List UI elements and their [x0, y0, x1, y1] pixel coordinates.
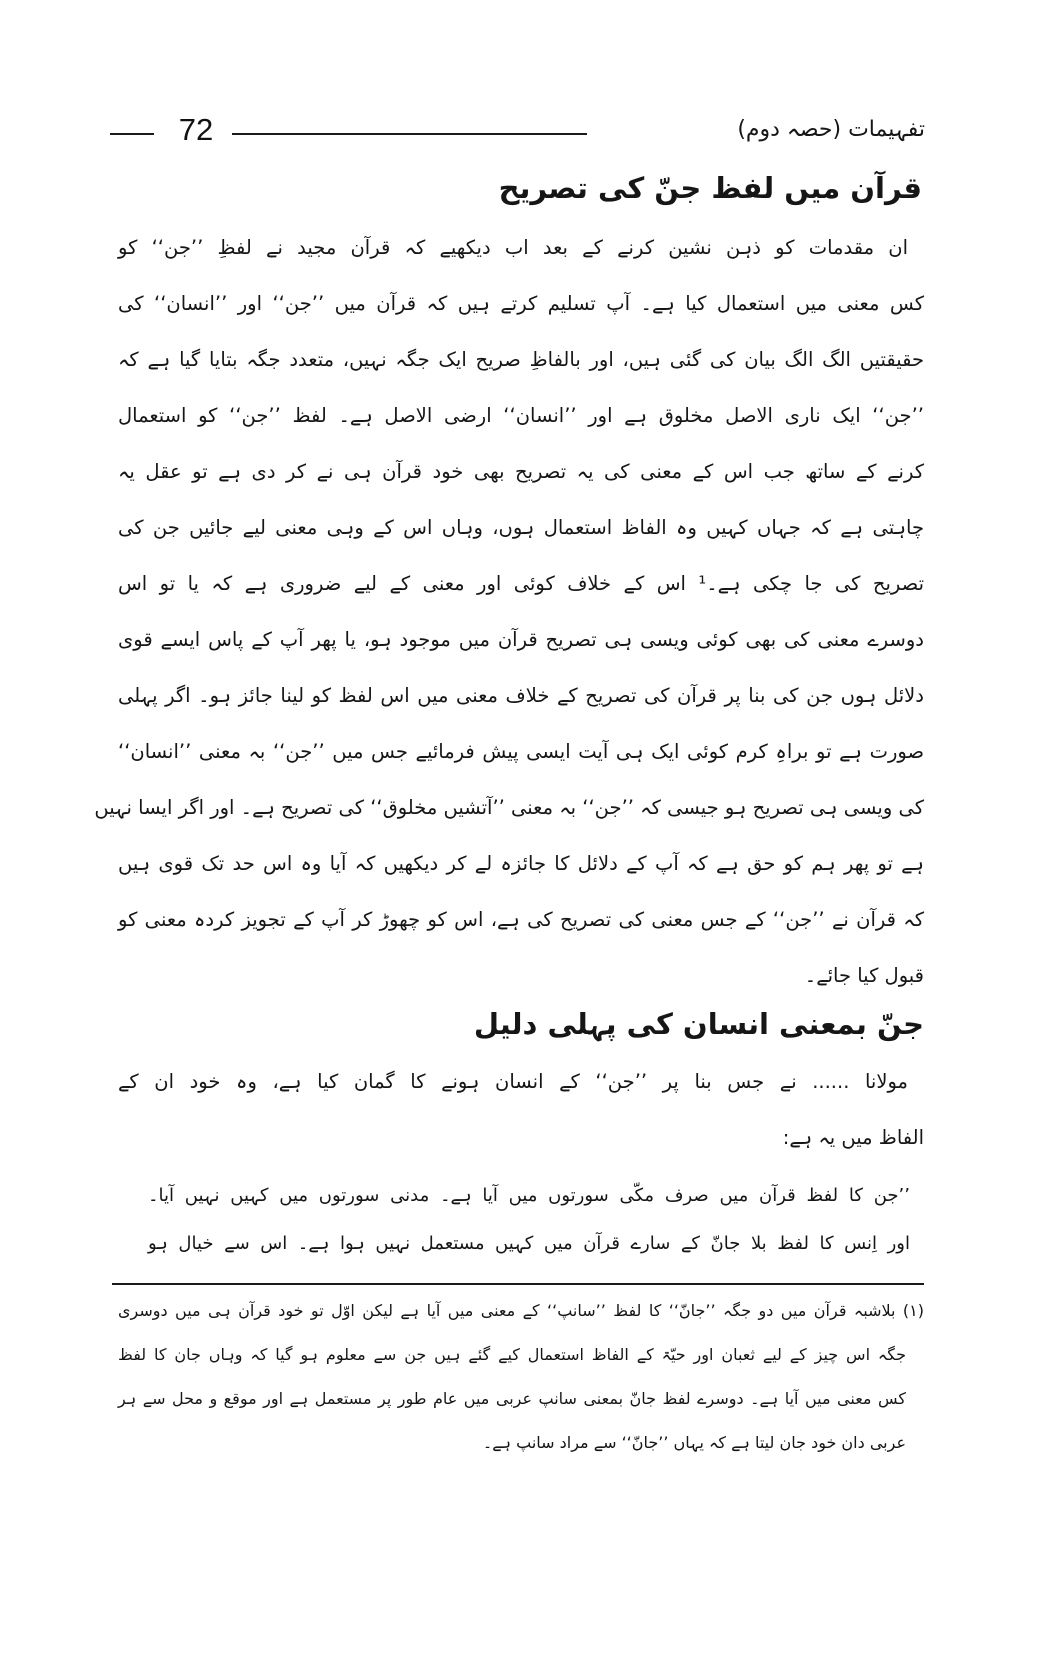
paragraph-line: الفاظ میں یہ ہے:: [782, 1126, 924, 1149]
book-title: تفہیمات (حصہ دوم): [737, 117, 925, 142]
footnote-rule: [112, 1283, 924, 1285]
paragraph-line: چاہتی ہے کہ جہاں کہیں وہ الفاظ استعمال ہوں، وہاں اس کے وہی معنی لیے جائیں جن کی: [118, 516, 924, 539]
paragraph-line: کی ویسی ہی تصریح ہو جیسی کہ ’’جن‘‘ بہ معنی ’’آتشیں مخلوق‘‘ کی تصریح ہے۔ اور اگر ایسا نہیں: [94, 796, 924, 819]
footnote-line: (۱) بلاشبہ قرآن میں دو جگہ ’’جانّ‘‘ کا لفظ ’’سانپ‘‘ کے معنی میں آیا ہے لیکن اوّل تو خود قرآن ہی میں دوسری: [118, 1301, 924, 1320]
section-heading-2: جنّ بمعنی انسان کی پہلی دلیل: [473, 1007, 924, 1041]
footnote-line: جگہ اس چیز کے لیے ثعبان اور حیّۃ کے الفاظ استعمال کیے گئے ہیں جن سے معلوم ہو گیا کہ وہاں جان کا لفظ: [118, 1345, 906, 1364]
paragraph-line: ان مقدمات کو ذہن نشین کرنے کے بعد اب دیکھیے کہ قرآن مجید نے لفظِ ’’جن‘‘ کو: [118, 236, 908, 259]
footnote-line: عربی دان خود جان لیتا ہے کہ یہاں ’’جانّ‘‘ سے مراد سانپ ہے۔: [482, 1433, 906, 1452]
paragraph-line: کرنے کے ساتھ جب اس کے معنی کی یہ تصریح بھی خود قرآن ہی نے کر دی ہے تو عقل یہ: [118, 460, 924, 483]
page-header: [110, 108, 925, 152]
paragraph-line: دلائل ہوں جن کی بنا پر قرآن کی تصریح کے خلاف معنی میں اس لفظ کو لینا جائز ہو۔ اگر پہلی: [118, 684, 924, 707]
header-rule-left: [110, 133, 154, 135]
paragraph-line: صورت ہے تو براہِ کرم کوئی ایک ہی آیت ایسی پیش فرمائیے جس میں ’’جن‘‘ بہ معنی ’’انسان‘‘: [118, 740, 924, 763]
paragraph-line: کس معنی میں استعمال کیا ہے۔ آپ تسلیم کرتے ہیں کہ قرآن میں ’’جن‘‘ اور ’’انسان‘‘ کی: [118, 292, 924, 315]
paragraph-line: کہ قرآن نے ’’جن‘‘ کے جس معنی کی تصریح کی ہے، اس کو چھوڑ کر آپ کے تجویز کردہ معنی کو: [118, 908, 924, 931]
paragraph-line: قبول کیا جائے۔: [804, 964, 924, 987]
paragraph-line: مولانا ...... نے جس بنا پر ’’جن‘‘ کے انسان ہونے کا گمان کیا ہے، وہ خود ان کے: [118, 1070, 908, 1093]
header-rule-middle: [232, 133, 587, 135]
page-number: 72: [178, 112, 214, 147]
paragraph-line: حقیقتیں الگ الگ بیان کی گئی ہیں، اور بالفاظِ صریح ایک جگہ نہیں، متعدد جگہ بتایا گیا ہے کہ: [118, 348, 924, 371]
paragraph-line: ’’جن‘‘ ایک ناری الاصل مخلوق ہے اور ’’انسان‘‘ ارضی الاصل ہے۔ لفظ ’’جن‘‘ کو استعمال: [118, 404, 924, 427]
paragraph-line: تصریح کی جا چکی ہے۔¹ اس کے خلاف کوئی اور معنی کے لیے ضروری ہے کہ یا تو اس: [118, 572, 924, 595]
quote-line: اور اِنس کا لفظ بلا جانّ کے سارے قرآن میں کہیں مستعمل نہیں ہوا ہے۔ اس سے خیال ہو: [148, 1233, 910, 1254]
paragraph-line: ہے تو پھر ہم کو حق ہے کہ آپ کے دلائل کا جائزہ لے کر دیکھیں کہ آیا وہ اس حد تک قوی ہیں: [118, 852, 924, 875]
quote-line: ’’جن کا لفظ قرآن میں صرف مکّی سورتوں میں آیا ہے۔ مدنی سورتوں میں کہیں نہیں آیا۔: [148, 1185, 910, 1206]
section-heading-1: قرآن میں لفظ جنّ کی تصریح: [498, 171, 922, 205]
footnote-line: کس معنی میں آیا ہے۔ دوسرے لفظ جانّ بمعنی سانپ عربی میں عام طور پر مستعمل ہے اور موقع و محل سے ہر: [118, 1389, 906, 1408]
paragraph-line: دوسرے معنی کی بھی کوئی ویسی ہی تصریح قرآن میں موجود ہو، یا پھر آپ کے پاس ایسے قوی: [118, 628, 924, 651]
